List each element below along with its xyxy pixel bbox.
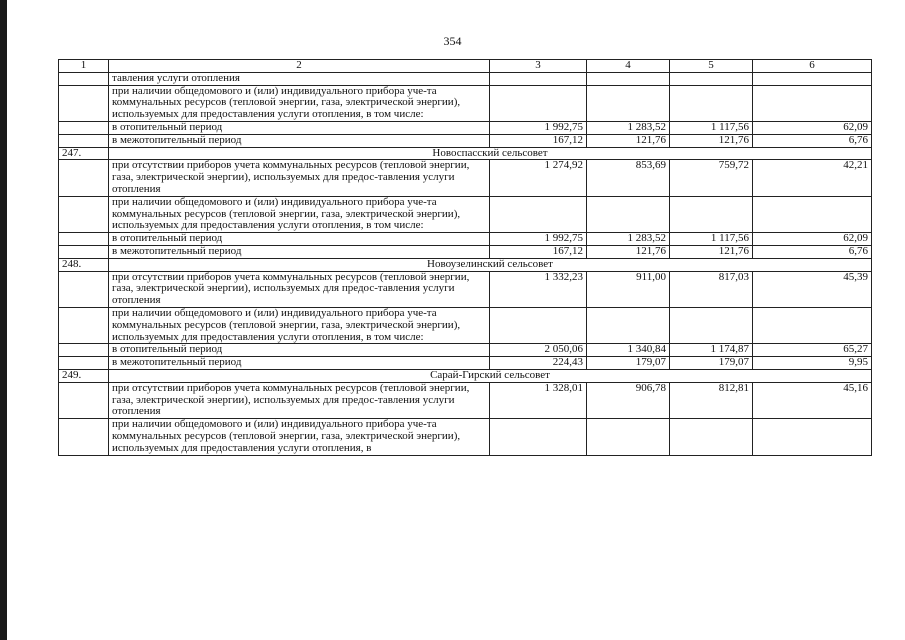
value-cell	[490, 72, 587, 85]
value-cell: 121,76	[587, 134, 670, 147]
row-number-cell	[59, 382, 109, 418]
row-label: при наличии общедомового и (или) индивидуального прибора уче-та коммунальных ресурсов (тепловой энергии, газа, электрической энергии), используемых для предоставления услуги отопления, в том числе:	[109, 85, 490, 121]
value-cell	[490, 196, 587, 232]
value-cell	[670, 72, 753, 85]
table-row	[59, 121, 872, 134]
section-number: 247.	[59, 147, 109, 160]
table-body	[59, 72, 872, 455]
value-cell	[587, 196, 670, 232]
row-label: в отопительный период	[109, 233, 490, 246]
value-cell: 121,76	[670, 245, 753, 258]
table-row	[59, 72, 872, 85]
value-cell: 65,27	[753, 344, 872, 357]
column-header: 6	[753, 60, 872, 73]
value-cell: 167,12	[490, 134, 587, 147]
row-number-cell	[59, 419, 109, 455]
table-row	[59, 245, 872, 258]
value-cell	[670, 419, 753, 455]
table-row	[59, 271, 872, 307]
value-cell: 62,09	[753, 121, 872, 134]
value-cell	[587, 72, 670, 85]
row-label: при отсутствии приборов учета коммунальных ресурсов (тепловой энергии, газа, электрической энергии), используемых для предос-тавления услуги отопления	[109, 382, 490, 418]
table-row	[59, 233, 872, 246]
column-header: 5	[670, 60, 753, 73]
table-row	[59, 85, 872, 121]
page-edge-bar	[0, 0, 7, 640]
value-cell: 167,12	[490, 245, 587, 258]
value-cell: 1 992,75	[490, 233, 587, 246]
row-label: в межотопительный период	[109, 245, 490, 258]
table-row	[59, 160, 872, 196]
column-header: 2	[109, 60, 490, 73]
row-number-cell	[59, 307, 109, 343]
value-cell: 1 274,92	[490, 160, 587, 196]
section-title: Новоузелинский сельсовет	[109, 258, 872, 271]
table-row	[59, 357, 872, 370]
value-cell: 121,76	[587, 245, 670, 258]
value-cell: 1 283,52	[587, 233, 670, 246]
row-number-cell	[59, 196, 109, 232]
value-cell: 759,72	[670, 160, 753, 196]
table-row	[59, 134, 872, 147]
value-cell	[670, 307, 753, 343]
value-cell: 906,78	[587, 382, 670, 418]
row-label: при отсутствии приборов учета коммунальных ресурсов (тепловой энергии, газа, электрической энергии), используемых для предос-тавления услуги отопления	[109, 160, 490, 196]
value-cell: 1 174,87	[670, 344, 753, 357]
tariff-table	[58, 59, 872, 456]
value-cell	[490, 307, 587, 343]
value-cell: 62,09	[753, 233, 872, 246]
value-cell	[587, 419, 670, 455]
value-cell: 6,76	[753, 134, 872, 147]
row-number-cell	[59, 121, 109, 134]
column-header: 1	[59, 60, 109, 73]
section-title: Новоспасский сельсовет	[109, 147, 872, 160]
section-number: 248.	[59, 258, 109, 271]
row-number-cell	[59, 233, 109, 246]
value-cell: 853,69	[587, 160, 670, 196]
value-cell: 6,76	[753, 245, 872, 258]
row-number-cell	[59, 344, 109, 357]
value-cell: 1 340,84	[587, 344, 670, 357]
table-row	[59, 307, 872, 343]
value-cell	[753, 307, 872, 343]
column-header: 3	[490, 60, 587, 73]
header-row	[59, 60, 872, 73]
row-label: при наличии общедомового и (или) индивидуального прибора уче-та коммунальных ресурсов (тепловой энергии, газа, электрической энергии), используемых для предоставления услуги отопления, в том числе:	[109, 307, 490, 343]
value-cell: 1 117,56	[670, 121, 753, 134]
value-cell: 9,95	[753, 357, 872, 370]
row-label: при отсутствии приборов учета коммунальных ресурсов (тепловой энергии, газа, электрической энергии), используемых для предос-тавления услуги отопления	[109, 271, 490, 307]
row-label: в межотопительный период	[109, 357, 490, 370]
value-cell: 812,81	[670, 382, 753, 418]
row-number-cell	[59, 85, 109, 121]
section-row	[59, 369, 872, 382]
value-cell: 2 050,06	[490, 344, 587, 357]
row-label: при наличии общедомового и (или) индивидуального прибора уче-та коммунальных ресурсов (тепловой энергии, газа, электрической энергии), используемых для предоставления услуги отопления, в том числе:	[109, 196, 490, 232]
row-label: в межотопительный период	[109, 134, 490, 147]
value-cell: 179,07	[587, 357, 670, 370]
value-cell: 1 283,52	[587, 121, 670, 134]
value-cell: 224,43	[490, 357, 587, 370]
value-cell: 121,76	[670, 134, 753, 147]
value-cell	[587, 307, 670, 343]
column-header: 4	[587, 60, 670, 73]
table-row	[59, 419, 872, 455]
row-label: в отопительный период	[109, 344, 490, 357]
value-cell: 1 328,01	[490, 382, 587, 418]
page-number: 354	[443, 34, 462, 48]
row-label: в отопительный период	[109, 121, 490, 134]
row-number-cell	[59, 271, 109, 307]
value-cell: 817,03	[670, 271, 753, 307]
value-cell	[587, 85, 670, 121]
value-cell: 42,21	[753, 160, 872, 196]
value-cell: 911,00	[587, 271, 670, 307]
value-cell: 1 117,56	[670, 233, 753, 246]
row-number-cell	[59, 160, 109, 196]
value-cell: 45,39	[753, 271, 872, 307]
value-cell	[753, 85, 872, 121]
value-cell: 179,07	[670, 357, 753, 370]
table-row	[59, 344, 872, 357]
value-cell: 1 992,75	[490, 121, 587, 134]
value-cell	[753, 196, 872, 232]
value-cell	[753, 72, 872, 85]
value-cell	[753, 419, 872, 455]
row-label: тавления услуги отопления	[109, 72, 490, 85]
value-cell	[490, 419, 587, 455]
row-number-cell	[59, 357, 109, 370]
value-cell	[490, 85, 587, 121]
row-number-cell	[59, 134, 109, 147]
row-number-cell	[59, 72, 109, 85]
row-label: при наличии общедомового и (или) индивидуального прибора уче-та коммунальных ресурсов (тепловой энергии, газа, электрической энергии), используемых для предоставления услуги отопления, в	[109, 419, 490, 455]
value-cell	[670, 85, 753, 121]
row-number-cell	[59, 245, 109, 258]
value-cell: 45,16	[753, 382, 872, 418]
section-title: Сарай-Гирский сельсовет	[109, 369, 872, 382]
value-cell: 1 332,23	[490, 271, 587, 307]
section-row	[59, 258, 872, 271]
section-number: 249.	[59, 369, 109, 382]
table-row	[59, 196, 872, 232]
section-row	[59, 147, 872, 160]
value-cell	[670, 196, 753, 232]
table-row	[59, 382, 872, 418]
